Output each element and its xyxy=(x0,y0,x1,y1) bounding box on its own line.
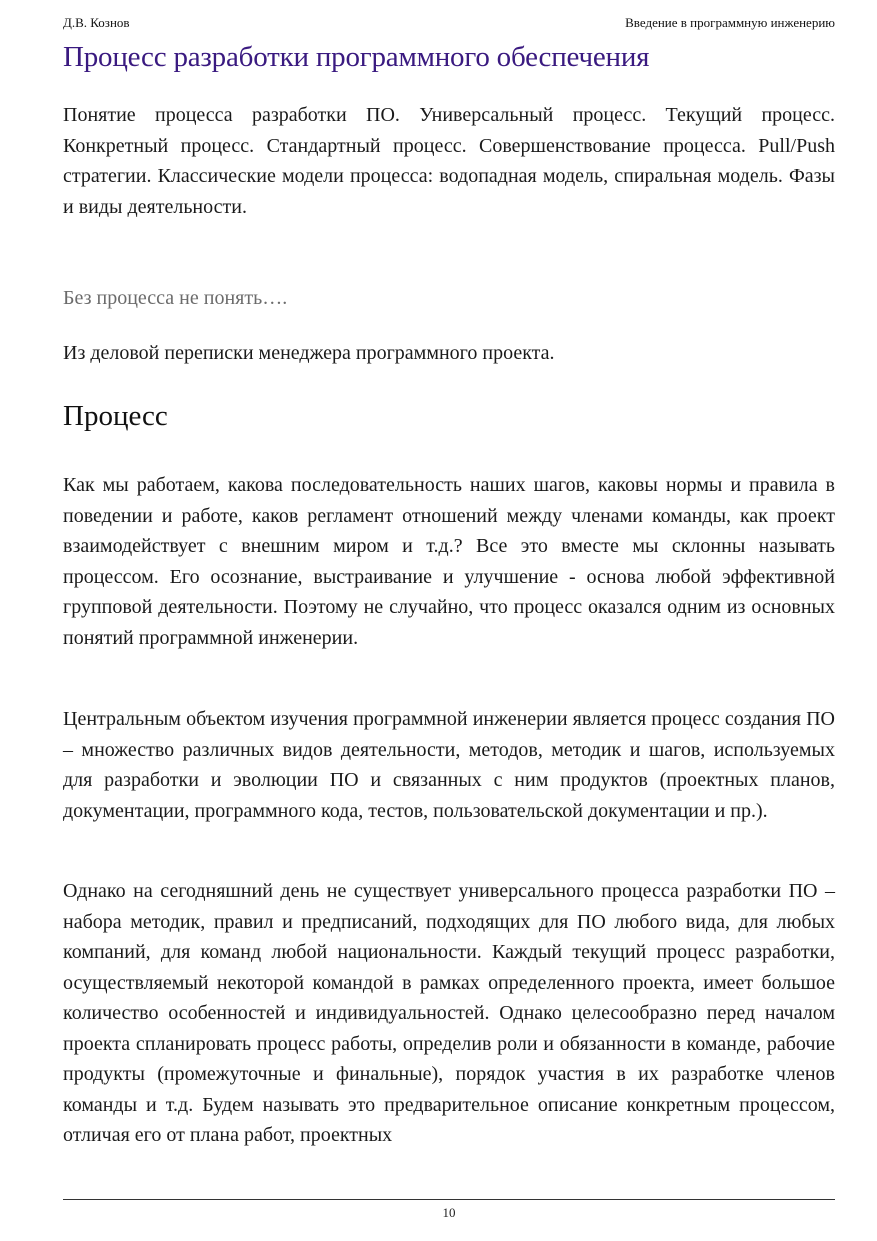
body-paragraph-3: Однако на сегодняшний день не существует универсального процесса разработки ПО – набора методик, правил и предписаний, подходящих для ПО любого вида, для любых компаний, для команд любой национальности. Каждый текущий процесс разработки, осуществляемый некоторой командой в рамках определенного проекта, имеет большое количество особенностей и индивидуальностей. Однако целесообразно перед началом проекта спланировать процесс работы, определив роли и обязанности в команде, рабочие продукты (промежуточные и финальные), порядок участия в их разработке членов команды и т.д. Будем называть это предварительное описание конкретным процессом, отличая его от плана работ, проектных xyxy=(63,880,835,1146)
page-number: 10 xyxy=(442,1205,456,1220)
chapter-abstract: Понятие процесса разработки ПО. Универсальный процесс. Текущий процесс. Конкретный процесс. Стандартный процесс. Совершенствование процесса. Pull/Push стратегии. Классические модели процесса: водопадная модель, спиральная модель. Фазы и виды деятельности. xyxy=(63,104,835,218)
chapter-title: Процесс разработки программного обеспечения xyxy=(63,41,650,73)
header-book-title: Введение в программную инженерию xyxy=(625,15,835,30)
section-title: Процесс xyxy=(63,400,168,432)
header-author: Д.В. Кознов xyxy=(63,15,130,30)
body-paragraph-2: Центральным объектом изучения программной инженерии является процесс создания ПО – множество различных видов деятельности, методов, методик и шагов, используемых для разработки и эволюции ПО и связанных с ним продуктов (проектных планов, документации, программного кода, тестов, пользовательской документации и пр.). xyxy=(63,708,835,822)
running-header xyxy=(63,15,835,35)
body-paragraph-1: Как мы работаем, какова последовательность наших шагов, каковы нормы и правила в поведении и работе, каков регламент отношений между членами команды, как проект взаимодействует с внешним миром и т.д.? Все это вместе мы склонны называть процессом. Его осознание, выстраивание и улучшение - основа любой эффективной групповой деятельности. Поэтому не случайно, что процесс оказался одним из основных понятий программной инженерии. xyxy=(63,474,835,649)
epigraph: Без процесса не понять…. xyxy=(63,287,288,309)
epigraph-source: Из деловой переписки менеджера программного проекта. xyxy=(63,342,555,364)
footer-rule xyxy=(63,1199,835,1200)
